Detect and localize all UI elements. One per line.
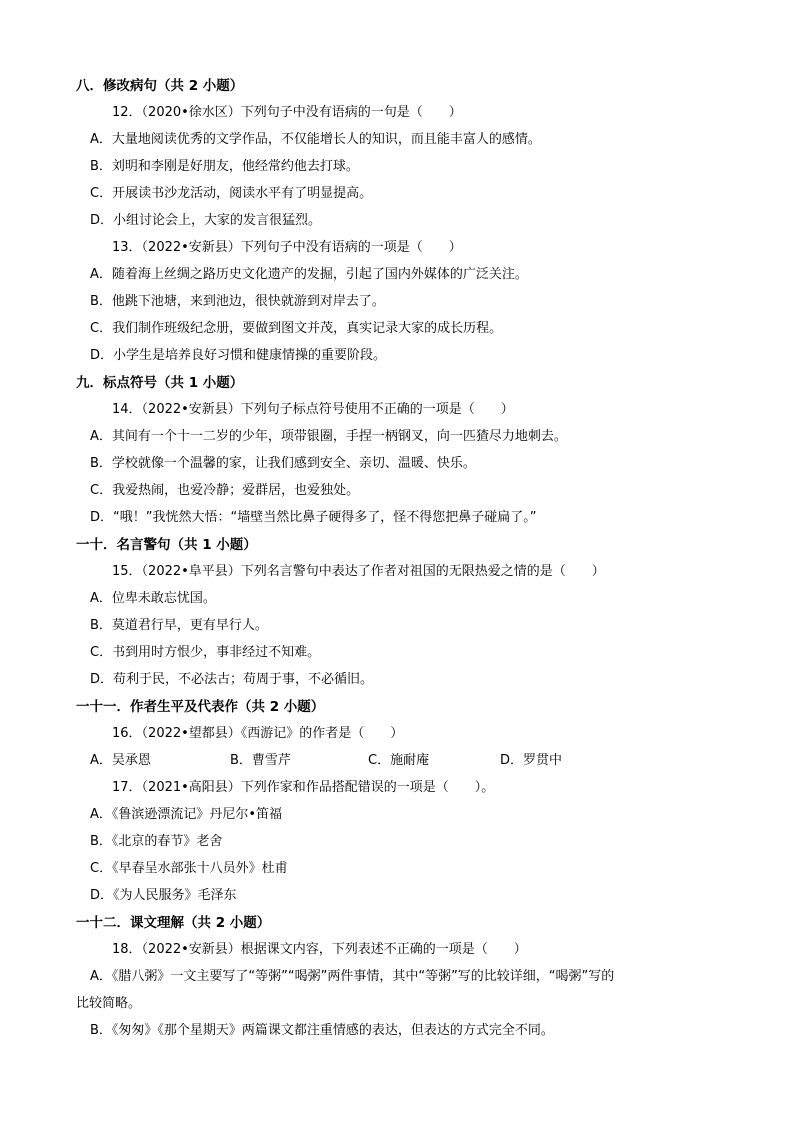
question-stem: 15．（2022•阜平县）下列名言警句中表达了作者对祖国的无限热爱之情的是（ ）: [112, 564, 605, 579]
question-option: B．他跳下池塘，来到池边，很快就游到对岸去了。: [90, 294, 385, 309]
section-heading: 一十一．作者生平及代表作（共 2 小题）: [76, 699, 325, 715]
question-option: A．其间有一个十一二岁的少年，项带银圈，手捏一柄钢叉，向一匹猹尽力地刺去。: [90, 429, 567, 444]
question-stem: 18．（2022•安新县）根据课文内容，下列表述不正确的一项是（ ）: [112, 942, 527, 957]
question-option: C．我爱热闹，也爱冷静；爱群居，也爱独处。: [90, 483, 360, 498]
inline-options-row: [90, 751, 690, 771]
question-option: C．书到用时方恨少，事非经过不知难。: [90, 645, 321, 660]
question-option: C．施耐庵: [368, 753, 430, 768]
question-stem: 17．（2021•高阳县）下列作家和作品搭配错误的一项是（ ）。: [112, 780, 495, 795]
question-option: C．我们制作班级纪念册，要做到图文并茂，真实记录大家的成长历程。: [90, 321, 503, 336]
question-option: A．《鲁滨逊漂流记》丹尼尔•笛福: [90, 807, 283, 822]
question-option: D．罗贯中: [500, 753, 563, 768]
question-option: B．曹雪芹: [230, 753, 291, 768]
question-stem: 16．（2022•望都县）《西游记》的作者是（ ）: [112, 726, 404, 741]
question-option: C．开展读书沙龙活动，阅读水平有了明显提高。: [90, 186, 373, 201]
question-option: A．随着海上丝绸之路历史文化遗产的发掘，引起了国内外媒体的广泛关注。: [90, 267, 528, 282]
section-heading: 一十．名言警句（共 1 小题）: [76, 537, 257, 553]
question-option: D．苟利于民，不必法古；苟周于事，不必循旧。: [90, 672, 374, 687]
question-stem: 12．（2020•徐水区）下列句子中没有语病的一句是（ ）: [112, 105, 462, 120]
section-heading: 八．修改病句（共 2 小题）: [76, 78, 244, 94]
question-option: A．《腊八粥》一文主要写了“等粥”“喝粥”两件事情，其中“等粥”写的比较详细，“喝粥”写的: [90, 969, 615, 984]
question-stem: 14．（2022•安新县）下列句子标点符号使用不正确的一项是（ ）: [112, 402, 514, 417]
question-option: B．刘明和李刚是好朋友，他经常约他去打球。: [90, 159, 359, 174]
question-option: B．《匆匆》《那个星期天》两篇课文都注重情感的表达，但表达的方式完全不同。: [90, 1023, 554, 1038]
section-heading: 一十二．课文理解（共 2 小题）: [76, 915, 271, 931]
section-heading: 九．标点符号（共 1 小题）: [76, 375, 244, 391]
question-option: A．位卑未敢忘忧国。: [90, 591, 216, 606]
question-option: D．《为人民服务》毛泽东: [90, 888, 237, 903]
question-option: C．《早春呈水部张十八员外》杜甫: [90, 861, 288, 876]
question-option: B．莫道君行早，更有早行人。: [90, 618, 268, 633]
question-option: D．小组讨论会上，大家的发言很猛烈。: [90, 213, 322, 228]
question-option: B．学校就像一个温馨的家，让我们感到安全、亲切、温暖、快乐。: [90, 456, 476, 471]
question-option: A．大量地阅读优秀的文学作品，不仅能增长人的知识，而且能丰富人的感情。: [90, 132, 541, 147]
question-option: B．《北京的春节》老舍: [90, 834, 223, 849]
question-option-continuation: 比较简略。: [76, 996, 142, 1011]
question-option: D．小学生是培养良好习惯和健康情操的重要阶段。: [90, 348, 387, 363]
question-stem: 13．（2022•安新县）下列句子中没有语病的一项是（ ）: [112, 240, 462, 255]
question-option: A．吴承恩: [90, 753, 151, 768]
question-option: D．“哦！”我恍然大悟：“墙壁当然比鼻子硬得多了，怪不得您把鼻子碰扁了。”: [90, 510, 537, 525]
